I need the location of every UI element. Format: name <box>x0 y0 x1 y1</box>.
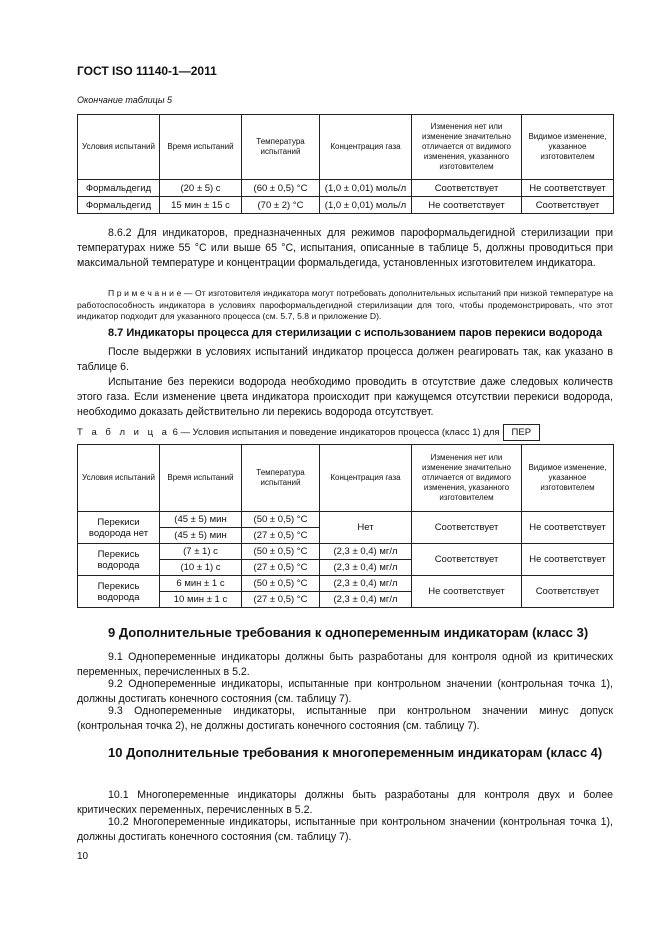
section-9-paragraph-3: 9.3 Однопеременные индикаторы, испытанные при контрольном значении минус допуск (контрольная точка 2), не должны достигать конечного состояния (см. таблицу 7). <box>77 705 613 732</box>
table5-caption: Окончание таблицы 5 <box>77 95 172 105</box>
table-cell: 10 мин ± 1 с <box>160 592 242 608</box>
table-cell: Соответствует <box>522 197 614 214</box>
note <box>77 288 613 323</box>
table6-caption-text: 6 — Условия испытания и поведение индикаторов процесса (класс 1) для <box>169 427 500 438</box>
table-cell: Перекиси водорода нет <box>78 512 160 544</box>
table-cell: 6 мин ± 1 с <box>160 576 242 592</box>
table-cell: Не соответствует <box>522 512 614 544</box>
table-cell: Не соответствует <box>412 576 522 608</box>
table-cell: (10 ± 1) с <box>160 560 242 576</box>
header-cell: Изменения нет или изменение значительно отличается от видимого изменения, указанного изготовителем <box>412 115 522 180</box>
table-cell: Не соответствует <box>522 180 614 197</box>
table-row <box>78 180 614 197</box>
section-8-7-paragraph-1: После выдержки в условиях испытаний индикатор процесса должен реагировать так, как указано в таблице 6. <box>77 346 613 373</box>
table-cell: (45 ± 5) мин <box>160 512 242 528</box>
table-cell: (2,3 ± 0,4) мг/л <box>320 592 412 608</box>
header-cell: Изменения нет или изменение значительно отличается от видимого изменения, указанного изготовителем <box>412 445 522 512</box>
table-cell: Перекись водорода <box>78 544 160 576</box>
table5 <box>77 114 614 214</box>
table-cell: (70 ± 2) °С <box>242 197 320 214</box>
header-cell: Видимое изменение, указанное изготовителем <box>522 445 614 512</box>
note-text: — От изготовителя индикатора могут потребовать дополнительных испытаний при низкой температуре на работоспособность индикатора в условиях пароформальдегидной стерилизации для того, чтобы продемонстрировать, что этот индикатор подходит для указанного процесса (см. 5.7, 5.8 и приложение D). <box>77 288 614 322</box>
table-cell: 15 мин ± 15 с <box>160 197 242 214</box>
section-9-paragraph-2: 9.2 Однопеременные индикаторы, испытанные при контрольном значении (контрольная точка 1), должны достигать конечного состояния (см. таблицу 7). <box>77 678 613 705</box>
page-number: 10 <box>77 851 89 862</box>
table-cell: Не соответствует <box>412 197 522 214</box>
table-cell: (1,0 ± 0,01) моль/л <box>320 197 412 214</box>
table-row <box>78 512 614 528</box>
table-cell: (60 ± 0,5) °С <box>242 180 320 197</box>
header-cell: Температура испытаний <box>242 445 320 512</box>
table-row <box>78 576 614 592</box>
table-cell: (50 ± 0,5) °С <box>242 544 320 560</box>
header-cell: Условия испытаний <box>78 445 160 512</box>
section-10-paragraph-1: 10.1 Многопеременные индикаторы должны быть разработаны для контроля двух и более критических переменных, перечисленных в 5.2. <box>77 789 613 816</box>
section-10-title: 10 Дополнительные требования к многопеременным индикаторам (класс 4) <box>108 745 603 760</box>
table-cell: Соответствует <box>412 544 522 576</box>
table-cell: Формальдегид <box>78 180 160 197</box>
paragraph-8-6-2: 8.6.2 Для индикаторов, предназначенных для режимов пароформальдегидной стерилизации при температурах ниже 55 °С или выше 65 °С, испытания, описанные в таблице 5, должны проводиться при максимальной температуре и концентрации формальдегида, установленных изготовителем индикатора. <box>77 227 613 269</box>
table-cell: Не соответствует <box>522 544 614 576</box>
table6-caption-box: ПЕР <box>503 424 541 441</box>
note-label: П р и м е ч а н и е <box>108 288 182 298</box>
section-9-paragraph-1: 9.1 Однопеременные индикаторы должны быть разработаны для контроля одной из критических переменных, перечисленных в 5.2. <box>77 651 613 678</box>
section-10-paragraph-2: 10.2 Многопеременные индикаторы, испытанные при контрольном значении (контрольная точка 1), должны достигать конечного состояния (см. таблицу 7). <box>77 816 613 843</box>
section-9-title: 9 Дополнительные требования к однопеременным индикаторам (класс 3) <box>108 625 589 640</box>
table-cell: Соответствует <box>412 512 522 544</box>
table-cell: Нет <box>320 512 412 544</box>
table-cell: Перекись водорода <box>78 576 160 608</box>
header-cell: Время испытаний <box>160 445 242 512</box>
table-cell: (2,3 ± 0,4) мг/л <box>320 560 412 576</box>
table-cell: (50 ± 0,5) °С <box>242 512 320 528</box>
table-cell: (7 ± 1) с <box>160 544 242 560</box>
table-cell: (27 ± 0,5) °С <box>242 528 320 544</box>
header-cell: Температура испытаний <box>242 115 320 180</box>
header-cell: Концентрация газа <box>320 115 412 180</box>
table-cell: (50 ± 0,5) °С <box>242 576 320 592</box>
table-row <box>78 197 614 214</box>
table6-caption <box>77 424 540 441</box>
table-cell: (27 ± 0,5) °С <box>242 560 320 576</box>
table6-caption-label: Т а б л и ц а <box>77 427 170 438</box>
header-cell: Концентрация газа <box>320 445 412 512</box>
table-cell: (2,3 ± 0,4) мг/л <box>320 544 412 560</box>
header-cell: Время испытаний <box>160 115 242 180</box>
table-header-row <box>78 115 614 180</box>
table-cell: Формальдегид <box>78 197 160 214</box>
table-header-row <box>78 445 614 512</box>
table-cell: Соответствует <box>522 576 614 608</box>
table6 <box>77 444 614 608</box>
section-8-7-paragraph-2: Испытание без перекиси водорода необходимо проводить в отсутствие даже следовых количеств этого газа. Если изменение цвета индикатора происходит при кажущемся отсутствии перекиси водорода, необходимо доказать действительно ли перекись водорода отсутствует. <box>77 376 613 418</box>
table-cell: (1,0 ± 0,01) моль/л <box>320 180 412 197</box>
table-cell: (2,3 ± 0,4) мг/л <box>320 576 412 592</box>
table-cell: (45 ± 5) мин <box>160 528 242 544</box>
table-cell: Соответствует <box>412 180 522 197</box>
table-cell: (20 ± 5) с <box>160 180 242 197</box>
section-8-7-title: 8.7 Индикаторы процесса для стерилизации с использованием паров перекиси водорода <box>108 327 603 339</box>
header-cell: Условия испытаний <box>78 115 160 180</box>
header-cell: Видимое изменение, указанное изготовителем <box>522 115 614 180</box>
table-row <box>78 544 614 560</box>
table-cell: (27 ± 0,5) °С <box>242 592 320 608</box>
document-header: ГОСТ ISO 11140-1—2011 <box>77 64 217 78</box>
